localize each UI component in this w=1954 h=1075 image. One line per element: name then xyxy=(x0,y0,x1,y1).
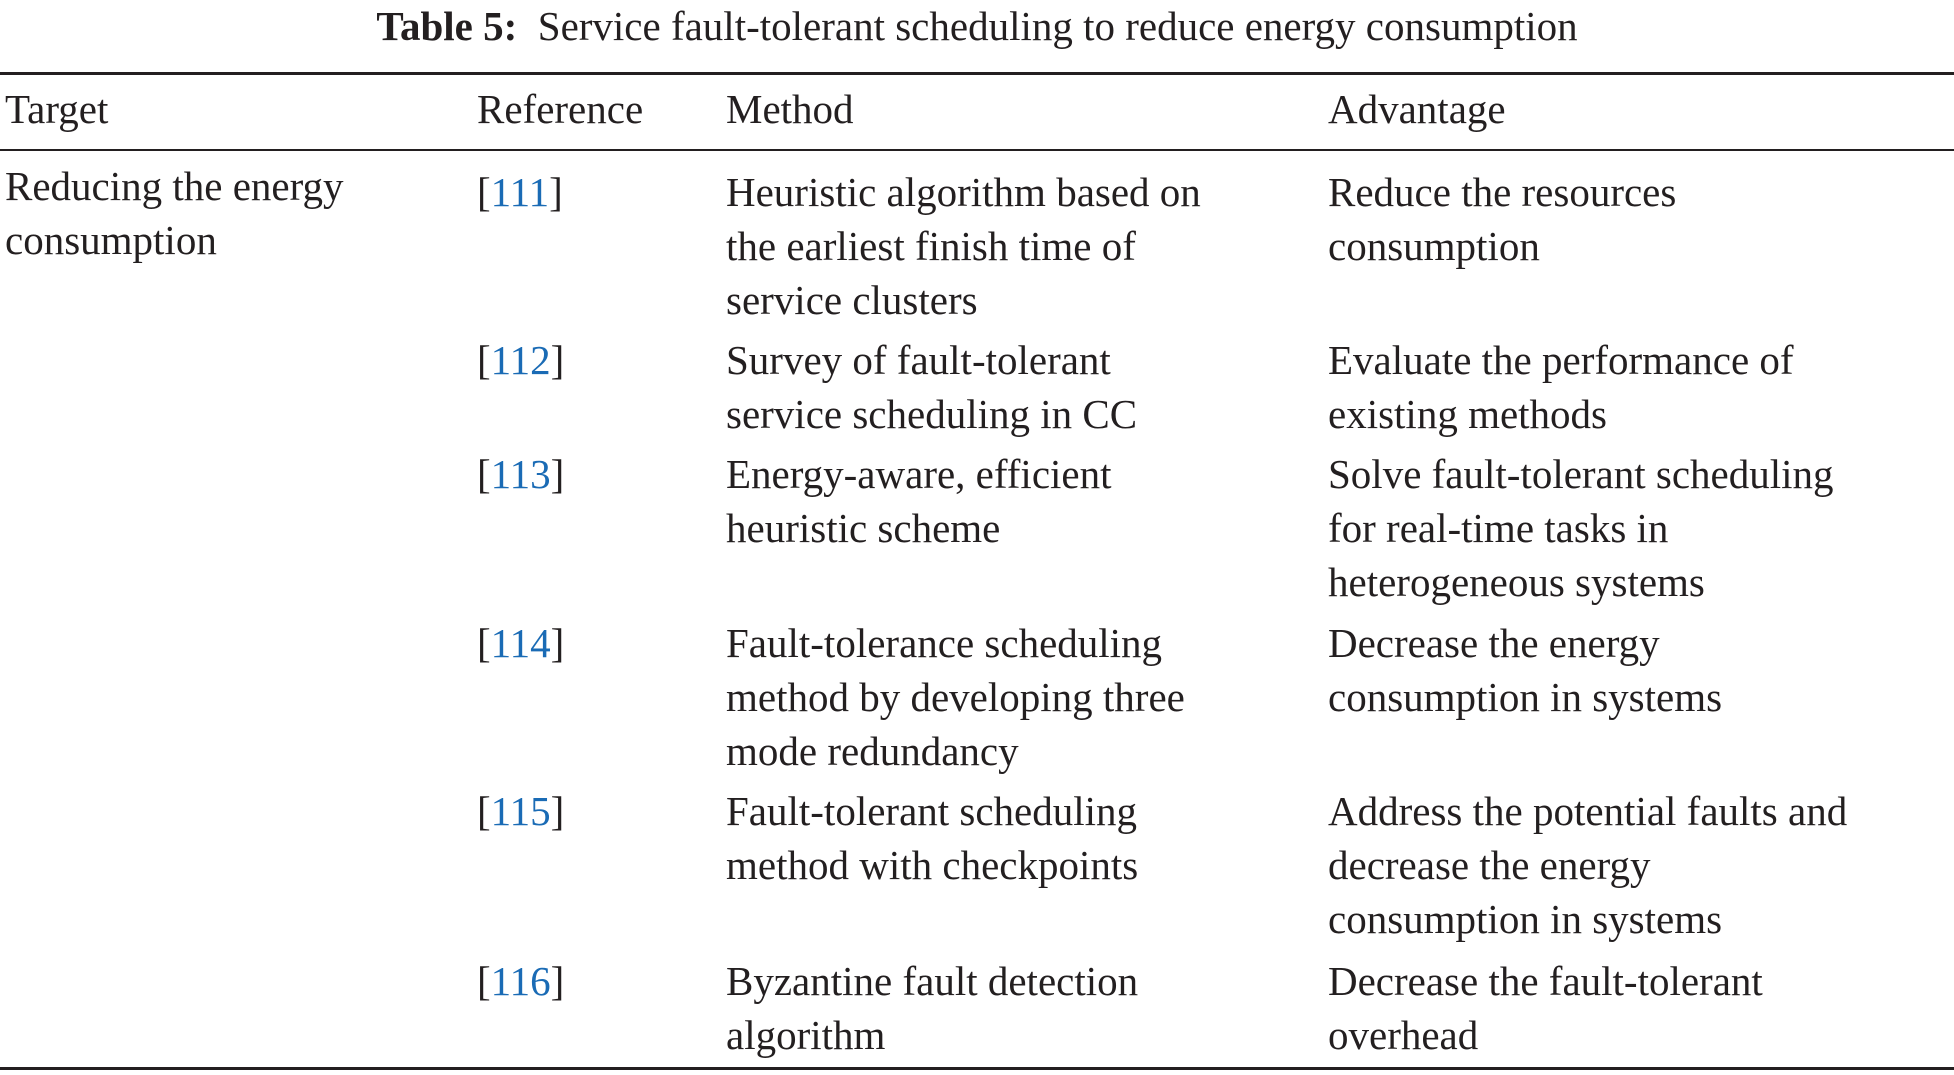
table-caption-text: Service fault-tolerant scheduling to reduce energy consumption xyxy=(537,3,1578,49)
method-line: service clusters xyxy=(726,277,978,323)
method-line: Byzantine fault detection xyxy=(726,958,1139,1004)
advantage-line: consumption xyxy=(1328,223,1540,269)
advantage-line: consumption in systems xyxy=(1328,896,1723,942)
reference-cell: [111] xyxy=(477,169,563,215)
table-bottom-rule xyxy=(0,1067,1954,1070)
advantage-line: Decrease the energy xyxy=(1328,620,1660,666)
header-advantage: Advantage xyxy=(1328,86,1506,132)
advantage-cell xyxy=(1328,784,1952,946)
method-line: Survey of fault-tolerant xyxy=(726,337,1111,383)
method-line: Fault-tolerance scheduling xyxy=(726,620,1163,666)
advantage-cell xyxy=(1328,333,1952,441)
table-header-rule xyxy=(0,149,1954,151)
advantage-line: Address the potential faults and xyxy=(1328,788,1848,834)
advantage-cell xyxy=(1328,616,1952,724)
method-cell xyxy=(726,616,1311,778)
header-reference: Reference xyxy=(477,86,644,132)
advantage-line: Solve fault-tolerant scheduling xyxy=(1328,451,1834,497)
table-caption-label: Table 5: xyxy=(376,3,518,49)
target-cell xyxy=(5,159,465,267)
method-cell xyxy=(726,333,1311,441)
advantage-line: decrease the energy xyxy=(1328,842,1651,888)
method-line: mode redundancy xyxy=(726,728,1019,774)
reference-cell: [115] xyxy=(477,788,565,834)
reference-cell: [113] xyxy=(477,451,565,497)
method-line: Fault-tolerant scheduling xyxy=(726,788,1138,834)
advantage-cell xyxy=(1328,165,1952,273)
advantage-line: Evaluate the performance of xyxy=(1328,337,1794,383)
advantage-line: existing methods xyxy=(1328,391,1608,437)
table-caption xyxy=(0,0,1954,52)
method-cell xyxy=(726,784,1311,892)
method-cell xyxy=(726,165,1311,327)
header-method: Method xyxy=(726,86,854,132)
advantage-line: consumption in systems xyxy=(1328,674,1723,720)
advantage-line: for real-time tasks in xyxy=(1328,505,1669,551)
citation-link[interactable]: 111 xyxy=(490,169,550,215)
method-line: Energy-aware, efficient xyxy=(726,451,1112,497)
reference-cell: [116] xyxy=(477,958,565,1004)
citation-link[interactable]: 115 xyxy=(490,788,551,834)
method-line: Heuristic algorithm based on xyxy=(726,169,1201,215)
advantage-line: Decrease the fault-tolerant xyxy=(1328,958,1763,1004)
table-top-rule xyxy=(0,72,1954,75)
advantage-line: Reduce the resources xyxy=(1328,169,1677,215)
method-line: method with checkpoints xyxy=(726,842,1139,888)
method-cell xyxy=(726,447,1311,555)
method-line: algorithm xyxy=(726,1012,886,1058)
method-line: heuristic scheme xyxy=(726,505,1001,551)
header-target: Target xyxy=(5,86,109,132)
advantage-cell xyxy=(1328,954,1952,1062)
advantage-cell xyxy=(1328,447,1952,609)
method-line: the earliest finish time of xyxy=(726,223,1136,269)
advantage-line: heterogeneous systems xyxy=(1328,559,1705,605)
reference-cell: [114] xyxy=(477,620,565,666)
citation-link[interactable]: 116 xyxy=(490,958,551,1004)
method-line: service scheduling in CC xyxy=(726,391,1138,437)
target-line: consumption xyxy=(5,217,217,263)
citation-link[interactable]: 112 xyxy=(490,337,551,383)
citation-link[interactable]: 113 xyxy=(490,451,551,497)
method-cell xyxy=(726,954,1311,1062)
advantage-line: overhead xyxy=(1328,1012,1479,1058)
reference-cell: [112] xyxy=(477,337,565,383)
method-line: method by developing three xyxy=(726,674,1185,720)
target-line: Reducing the energy xyxy=(5,163,344,209)
citation-link[interactable]: 114 xyxy=(490,620,551,666)
